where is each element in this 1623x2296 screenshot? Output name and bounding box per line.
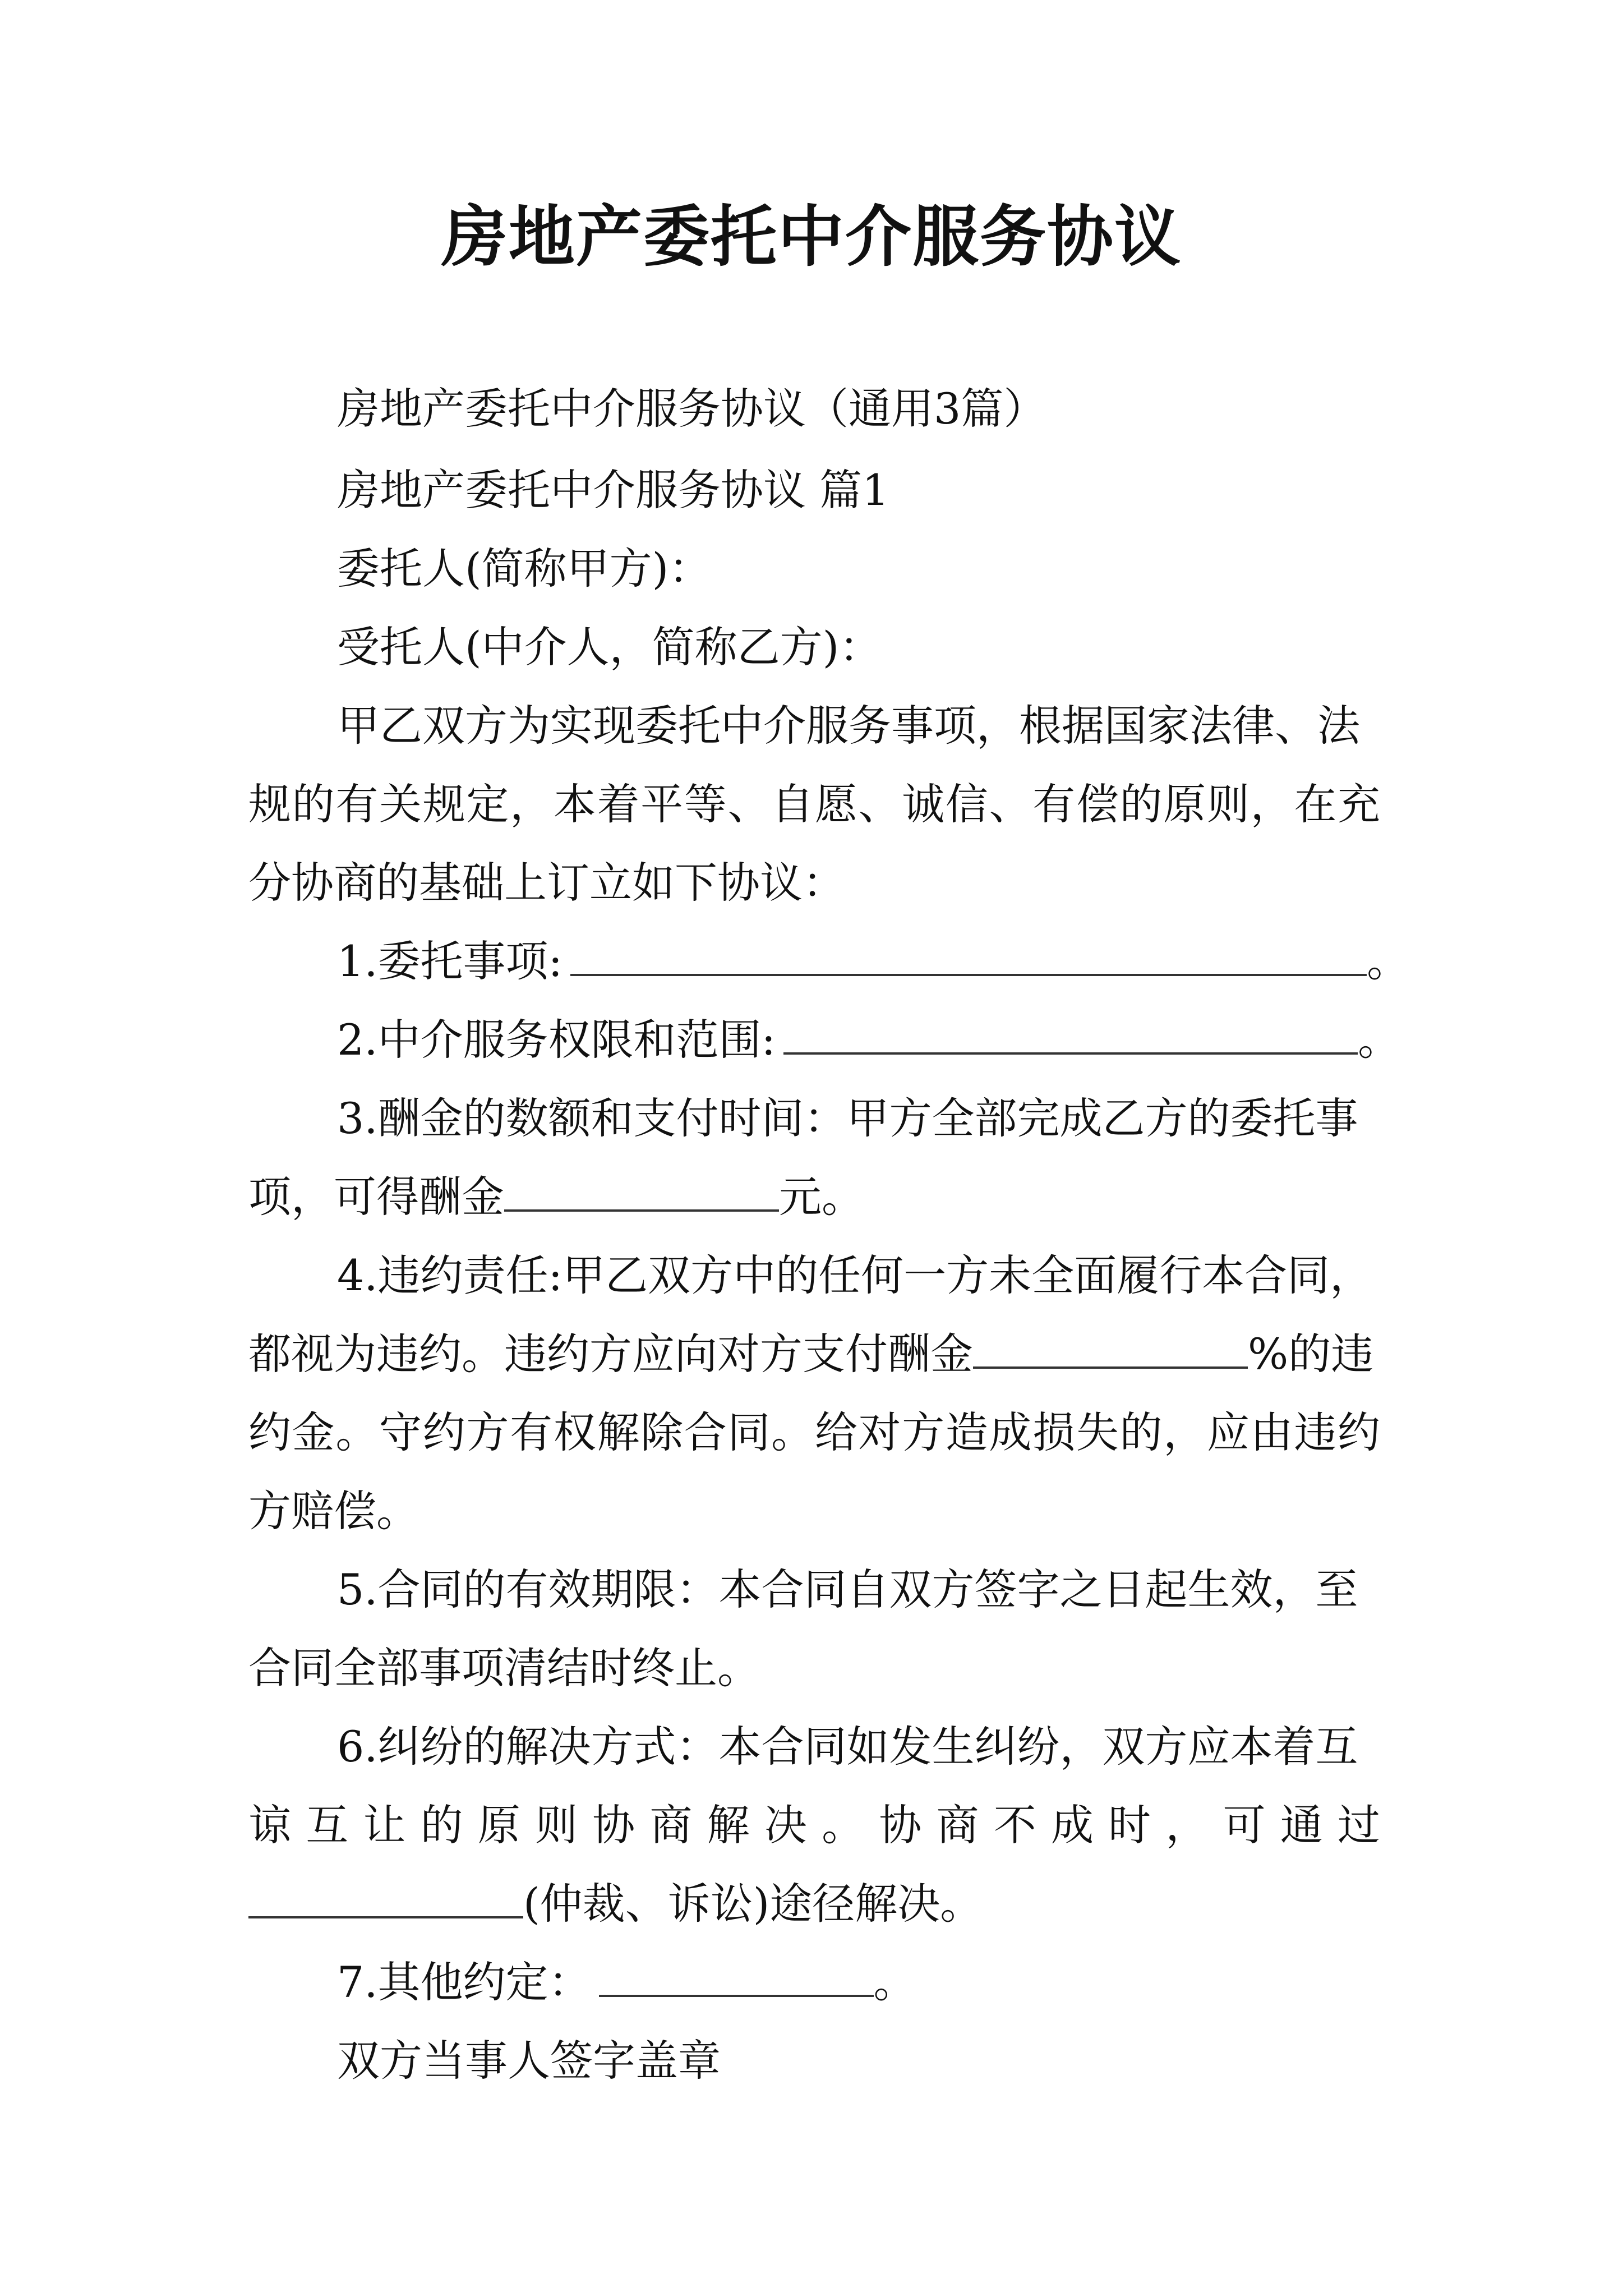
clause-1-blank bbox=[570, 939, 1367, 976]
clause-2-end: 。 bbox=[1358, 1015, 1401, 1065]
clause-3-line-2 bbox=[248, 1170, 864, 1224]
principal-label: 委托人(简称甲方)： bbox=[337, 544, 712, 593]
clause-5-line-1: 5.合同的有效期限：本合同自双方签字之日起生效，至 bbox=[337, 1565, 1358, 1614]
clause-1-label: 1.委托事项: bbox=[337, 936, 563, 986]
clause-3-end: 元。 bbox=[779, 1172, 864, 1222]
clause-5-line-2: 合同全部事项清结时终止。 bbox=[248, 1643, 760, 1693]
clause-7-label: 7.其他约定： bbox=[337, 1957, 591, 2007]
preamble-line-1: 甲乙双方为实现委托中介服务事项，根据国家法律、法 bbox=[337, 701, 1360, 751]
clause-3-blank bbox=[504, 1175, 779, 1212]
document-title: 房地产委托中介服务协议 bbox=[441, 197, 1182, 275]
clause-7 bbox=[337, 1955, 916, 2009]
clause-6-line-2: 谅互让的原则协商解决。协商不成时，可通过 bbox=[248, 1800, 1380, 1850]
clause-7-blank bbox=[599, 1960, 874, 1997]
clause-4-line-1: 4.违约责任:甲乙双方中的任何一方未全面履行本合同， bbox=[337, 1250, 1373, 1300]
clause-6-line-3 bbox=[248, 1877, 983, 1931]
clause-1-end: 。 bbox=[1367, 936, 1410, 986]
section-heading: 房地产委托中介服务协议 篇1 bbox=[337, 465, 889, 515]
clause-4-blank bbox=[973, 1332, 1248, 1369]
clause-4-text: 都视为违约。违约方应向对方支付酬金 bbox=[248, 1329, 973, 1379]
clause-3-text: 项，可得酬金 bbox=[248, 1172, 504, 1222]
clause-1 bbox=[337, 935, 1409, 988]
subtitle: 房地产委托中介服务协议（通用3篇） bbox=[337, 384, 1046, 434]
clause-4-line-4: 方赔偿。 bbox=[248, 1486, 419, 1536]
clause-2-blank bbox=[783, 1018, 1358, 1055]
agent-label: 受托人(中介人，简称乙方)： bbox=[337, 622, 882, 672]
clause-6-end: (仲裁、诉讼)途径解决。 bbox=[523, 1879, 983, 1929]
clause-4-line-3: 约金。守约方有权解除合同。给对方造成损失的，应由违约 bbox=[248, 1407, 1380, 1457]
clause-6-blank bbox=[248, 1881, 523, 1918]
clause-2-label: 2.中介服务权限和范围: bbox=[337, 1015, 776, 1065]
clause-4-end: %的违 bbox=[1248, 1329, 1374, 1379]
clause-3-line-1: 3.酬金的数额和支付时间：甲方全部完成乙方的委托事 bbox=[337, 1093, 1358, 1143]
preamble-line-3: 分协商的基础上订立如下协议： bbox=[248, 858, 845, 908]
clause-7-end: 。 bbox=[873, 1957, 916, 2007]
clause-4-line-2 bbox=[248, 1327, 1373, 1381]
signature-line: 双方当事人签字盖章 bbox=[337, 2036, 721, 2086]
preamble-line-2: 规的有关规定，本着平等、自愿、诚信、有偿的原则，在充 bbox=[248, 779, 1380, 829]
clause-6-line-1: 6.纠纷的解决方式：本合同如发生纠纷，双方应本着互 bbox=[337, 1722, 1358, 1772]
clause-2 bbox=[337, 1013, 1400, 1067]
